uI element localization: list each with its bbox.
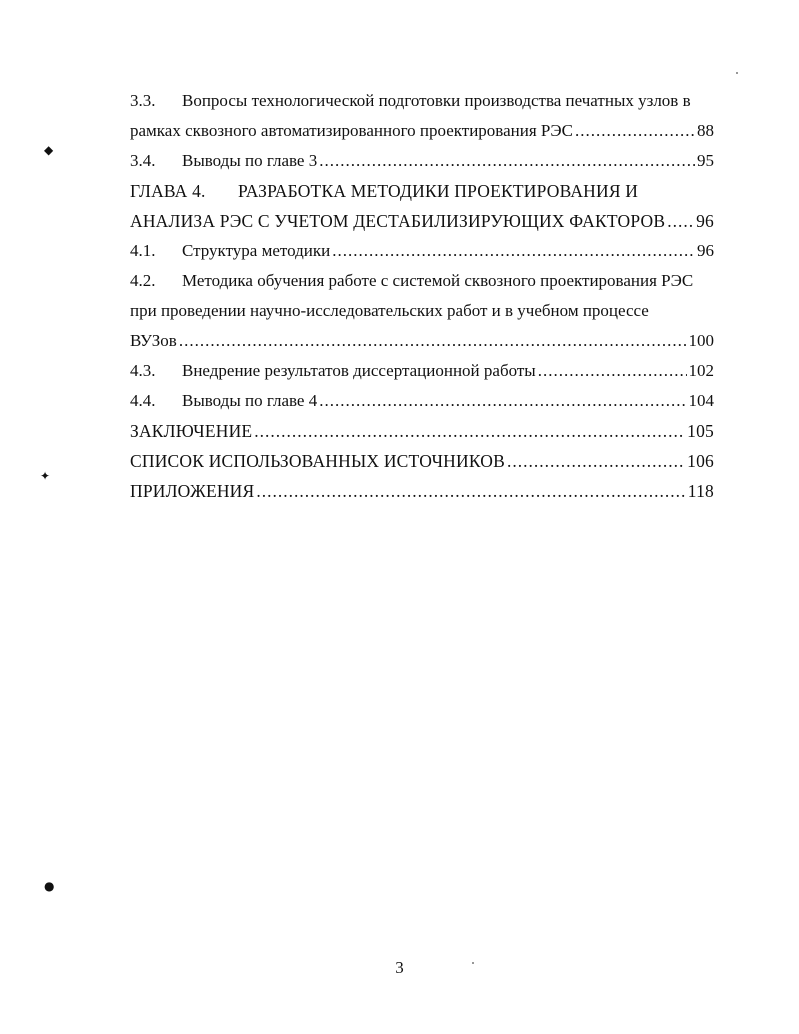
toc-entry[interactable] bbox=[130, 326, 714, 356]
toc-page-number: 95 bbox=[697, 151, 714, 170]
toc-entry-number: 3.4. bbox=[130, 151, 156, 170]
scan-mark: ✦ bbox=[40, 469, 51, 483]
toc-entry-title: Структура методики bbox=[182, 241, 331, 260]
leader-dots bbox=[332, 236, 695, 266]
toc-entry-line bbox=[130, 86, 714, 116]
leader-dots bbox=[179, 326, 687, 356]
leader-dots bbox=[538, 356, 687, 386]
toc-entry[interactable] bbox=[130, 146, 714, 176]
toc-page-number: 102 bbox=[688, 361, 714, 380]
toc-page-number: 88 bbox=[697, 121, 714, 140]
table-of-contents bbox=[130, 86, 714, 506]
toc-entry-title: при проведении научно-исследовательских работ и в учебном процессе bbox=[130, 301, 649, 320]
toc-entry[interactable] bbox=[130, 116, 714, 146]
toc-entry-title: ПРИЛОЖЕНИЯ bbox=[130, 481, 255, 501]
toc-entry-line bbox=[130, 266, 714, 296]
toc-page-number: 96 bbox=[696, 211, 714, 231]
toc-chapter-number: ГЛАВА 4. bbox=[130, 181, 206, 201]
toc-entry[interactable] bbox=[130, 386, 714, 416]
toc-page-number: 100 bbox=[688, 331, 714, 350]
scan-mark: ● bbox=[44, 879, 55, 893]
toc-entry-title: ВУЗов bbox=[130, 331, 177, 350]
toc-entry[interactable] bbox=[130, 206, 714, 236]
toc-chapter-line bbox=[130, 176, 714, 206]
toc-page-number: 105 bbox=[687, 421, 714, 441]
toc-entry-line bbox=[130, 296, 714, 326]
toc-entry-number: 4.1. bbox=[130, 241, 156, 260]
toc-chapter-title: РАЗРАБОТКА МЕТОДИКИ ПРОЕКТИРОВАНИЯ И bbox=[238, 181, 639, 201]
scan-speck bbox=[736, 72, 738, 74]
toc-entry-number: 3.3. bbox=[130, 91, 156, 110]
toc-entry[interactable] bbox=[130, 446, 714, 476]
leader-dots bbox=[319, 386, 686, 416]
leader-dots bbox=[256, 476, 685, 506]
toc-entry-title: Вопросы технологической подготовки производства печатных узлов в bbox=[182, 91, 691, 110]
page-number: 3 bbox=[395, 958, 404, 977]
toc-entry[interactable] bbox=[130, 416, 714, 446]
toc-entry[interactable] bbox=[130, 236, 714, 266]
toc-page-number: 118 bbox=[687, 481, 714, 501]
toc-entry-title: Выводы по главе 3 bbox=[182, 151, 318, 170]
toc-entry-title: рамках сквозного автоматизированного проектирования РЭС bbox=[130, 121, 573, 140]
toc-entry-title: Методика обучения работе с системой сквозного проектирования РЭС bbox=[182, 271, 694, 290]
toc-entry-number: 4.4. bbox=[130, 391, 156, 410]
toc-entry[interactable] bbox=[130, 356, 714, 386]
toc-entry-title: Выводы по главе 4 bbox=[182, 391, 318, 410]
leader-dots bbox=[507, 446, 685, 476]
toc-entry-title: СПИСОК ИСПОЛЬЗОВАННЫХ ИСТОЧНИКОВ bbox=[130, 451, 506, 471]
toc-entry-title: ЗАКЛЮЧЕНИЕ bbox=[130, 421, 253, 441]
toc-page-number: 96 bbox=[697, 241, 714, 260]
toc-entry[interactable] bbox=[130, 476, 714, 506]
leader-dots bbox=[575, 116, 695, 146]
leader-dots bbox=[319, 146, 695, 176]
scan-mark: ◆ bbox=[44, 143, 54, 157]
leader-dots bbox=[254, 416, 685, 446]
toc-entry-number: 4.3. bbox=[130, 361, 156, 380]
toc-chapter-title: АНАЛИЗА РЭС С УЧЕТОМ ДЕСТАБИЛИЗИРУЮЩИХ ФАКТОРОВ bbox=[130, 211, 666, 231]
leader-dots bbox=[667, 206, 694, 236]
toc-entry-number: 4.2. bbox=[130, 271, 156, 290]
toc-page-number: 104 bbox=[688, 391, 714, 410]
toc-entry-title: Внедрение результатов диссертационной работы bbox=[182, 361, 536, 380]
toc-page-number: 106 bbox=[687, 451, 714, 471]
